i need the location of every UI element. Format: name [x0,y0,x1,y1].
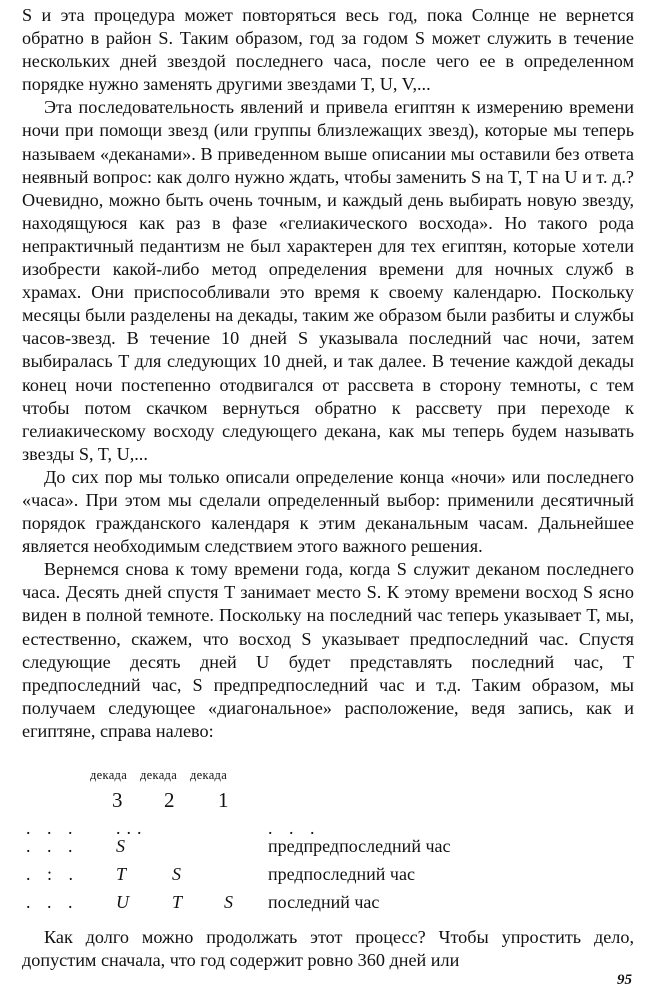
row-label: . . . [268,818,321,838]
closing-paragraph: Как долго можно продолжать этот процесс? Чтобы упростить дело, допустим сначала, что год содержит ровно 360 дней или [22,927,634,971]
row-label: предпоследний час [268,864,415,884]
row-label: предпредпоследний час [268,836,451,856]
row-cell-decade-3: T [116,864,127,884]
row-dots: . : . [26,864,80,884]
decade-header-3: декада [90,768,128,782]
text-body [22,4,634,743]
table-row [22,864,634,890]
row-cell-decade-2: S [172,864,181,884]
decade-header-2: декада [140,768,178,782]
page-number: 95 [617,972,632,988]
paragraph-3: До сих пор мы только описали определение конца «ночи» или последнего «часа». При этом мы сделали определенный выбор: применили десятичный порядок гражданского календаря к этим деканальным часам. Дальнейшее является необходимым следствием этого важного решения. [22,466,634,557]
paragraph-1: S и эта процедура может повторяться весь год, пока Солнце не вернется обратно в район S. Таким образом, год за годом S может служить в течение нескольких дней звездой последнего часа, после чего ее в определенном порядке нужно заменять другими звездами T, U, V,... [22,5,634,95]
paragraph-4: Вернемся снова к тому времени года, когда S служит деканом последнего часа. Десять дней спустя T занимает место S. К этому времени восход S ясно виден в полной темноте. Поскольку на последний час теперь указывает T, мы, естественно, скажем, что восход S указывает предпоследний час. Спустя следующие десять дней U будет представлять последний час, T предпоследний час, S предпредпоследний час и т.д. Таким образом, мы получаем следующее «диагональное» расположение, ведя запись, как и египтяне, справа налево: [22,559,634,741]
row-label: последний час [268,892,380,912]
row-cell-decade-1: S [224,892,233,912]
decade-number-2: 2 [164,788,175,812]
row-dots: . . . [26,836,79,856]
table-row [22,836,634,862]
row-dots: . . . [26,892,79,912]
decade-number-1: 1 [218,788,229,812]
table-row [22,892,634,918]
row-cell-decade-3: S [116,836,125,856]
row-dots: . . . [26,818,79,838]
row-cell-decade-3: U [116,892,129,912]
row-cell-decade-3: ... [116,818,148,838]
row-cell-decade-2: T [172,892,183,912]
decade-header-1: декада [190,768,228,782]
closing-text [22,926,634,972]
paragraph-2: Эта последовательность явлений и привела египтян к измерению времени ночи при помощи звезд (или группы близлежащих звезд), которые мы теперь называем «деканами». В приведенном выше описании мы оставили без ответа неявный вопрос: как долго нужно ждать, чтобы заменить S на T, T на U и т. д.? Очевидно, можно быть очень точным, и каждый день выбирать новую звезду, находящуюся как раз в фазе «гелиакического восхода». Но такого рода непрактичный педантизм не был характерен для тех египтян, которые хотели изобрести какой-либо метод определения времени для ночных служб в храмах. Они приспособливали это время к своему календарю. Поскольку месяцы были разделены на декады, таким же образом были разбиты и службы часов-звезд. В течение 10 дней S указывала последний час ночи, затем выбиралась T для следующих 10 дней, и так далее. В течение каждой декады конец ночи постепенно отодвигался от рассвета в сторону темноты, с тем чтобы потом скачком вернуться обратно к рассвету при переходе к гелиакическому восходу следующего декана, как мы теперь будем называть звезды S, T, U,... [22,97,634,464]
decade-number-3: 3 [112,788,123,812]
